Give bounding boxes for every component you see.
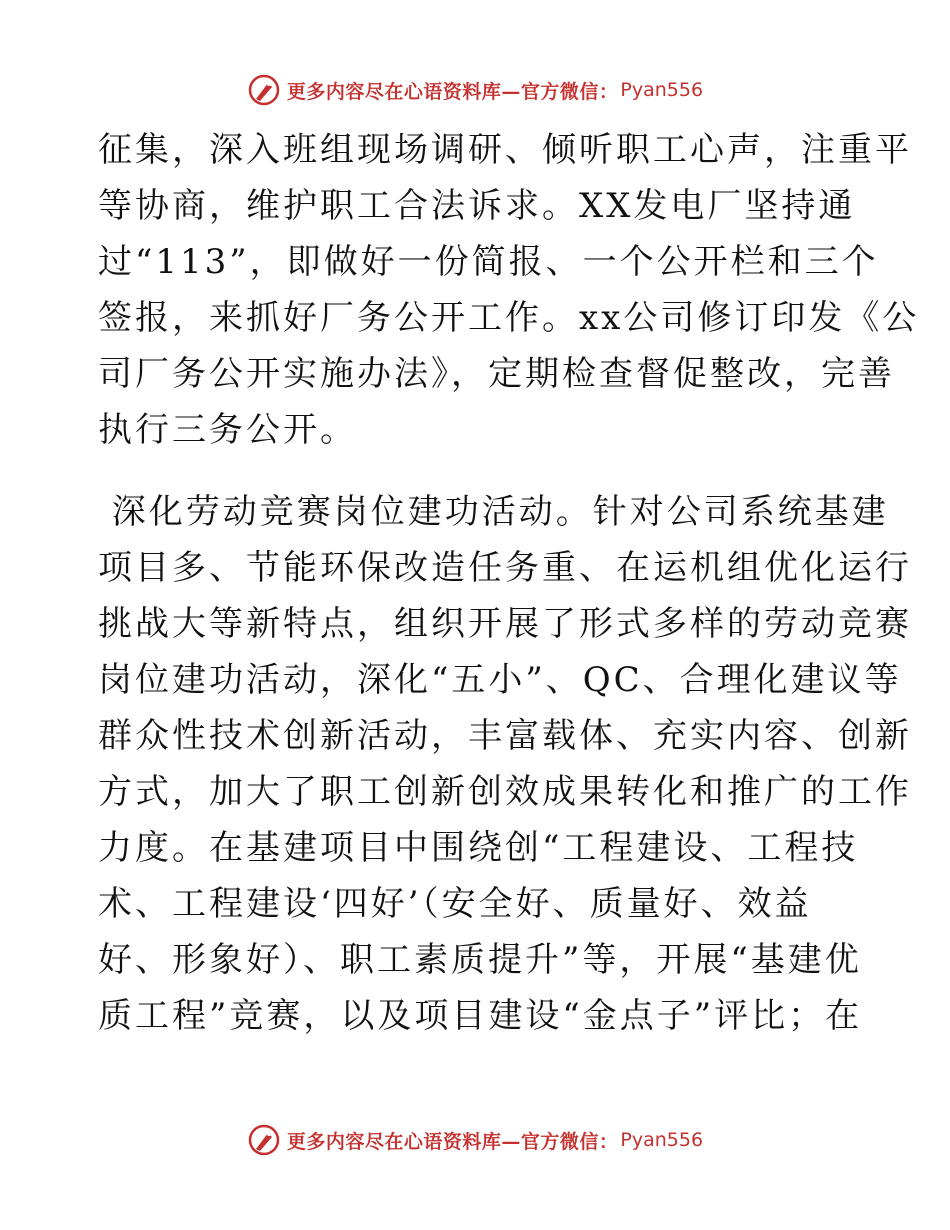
text-line: 质工程”竞赛，以及项目建设“金点子”评比；在 xyxy=(98,996,863,1036)
pen-nib-logo-icon xyxy=(247,73,281,107)
text-line: 等协商，维护职工合法诉求。XX发电厂坚持通 xyxy=(98,186,856,226)
header-banner xyxy=(0,70,950,110)
text-line: 深化劳动竞赛岗位建功活动。针对公司系统基建 xyxy=(98,492,889,532)
text-line: 过“113”，即做好一份简报、一个公开栏和三个 xyxy=(98,242,879,282)
text-line: 好、形象好）、职工素质提升”等，开展“基建优 xyxy=(98,940,862,980)
text-line: 司厂务公开实施办法》，定期检查督促整改，完善 xyxy=(98,354,895,394)
text-line: 岗位建功活动，深化“五小”、QC、合理化建议等 xyxy=(98,660,902,700)
text-line: 签报，来抓好厂务公开工作。xx公司修订印发《公 xyxy=(98,298,920,338)
text-line: 执行三务公开。 xyxy=(98,410,357,450)
text-line: 力度。在基建项目中围绕创“工程建设、工程技 xyxy=(98,828,859,868)
text-line: 术、工程建设‘四好’（安全好、质量好、效益 xyxy=(98,884,812,924)
header-wechat-id: Pyan556 xyxy=(620,79,704,101)
text-line: 群众性技术创新活动，丰富载体、充实内容、创新 xyxy=(98,716,912,756)
header-banner-text: 更多内容尽在心语资料库—官方微信： xyxy=(286,80,619,103)
text-line: 方式，加大了职工创新创效成果转化和推广的工作 xyxy=(98,772,912,812)
footer-banner xyxy=(0,1120,950,1160)
footer-banner-text: 更多内容尽在心语资料库—官方微信： xyxy=(286,1130,619,1153)
text-line: 挑战大等新特点，组织开展了形式多样的劳动竞赛 xyxy=(98,604,912,644)
pen-nib-logo-icon xyxy=(247,1123,281,1157)
text-line: 项目多、节能环保改造任务重、在运机组优化运行 xyxy=(98,548,912,588)
text-line: 征集，深入班组现场调研、倾听职工心声，注重平 xyxy=(98,130,912,170)
footer-wechat-id: Pyan556 xyxy=(620,1129,704,1151)
